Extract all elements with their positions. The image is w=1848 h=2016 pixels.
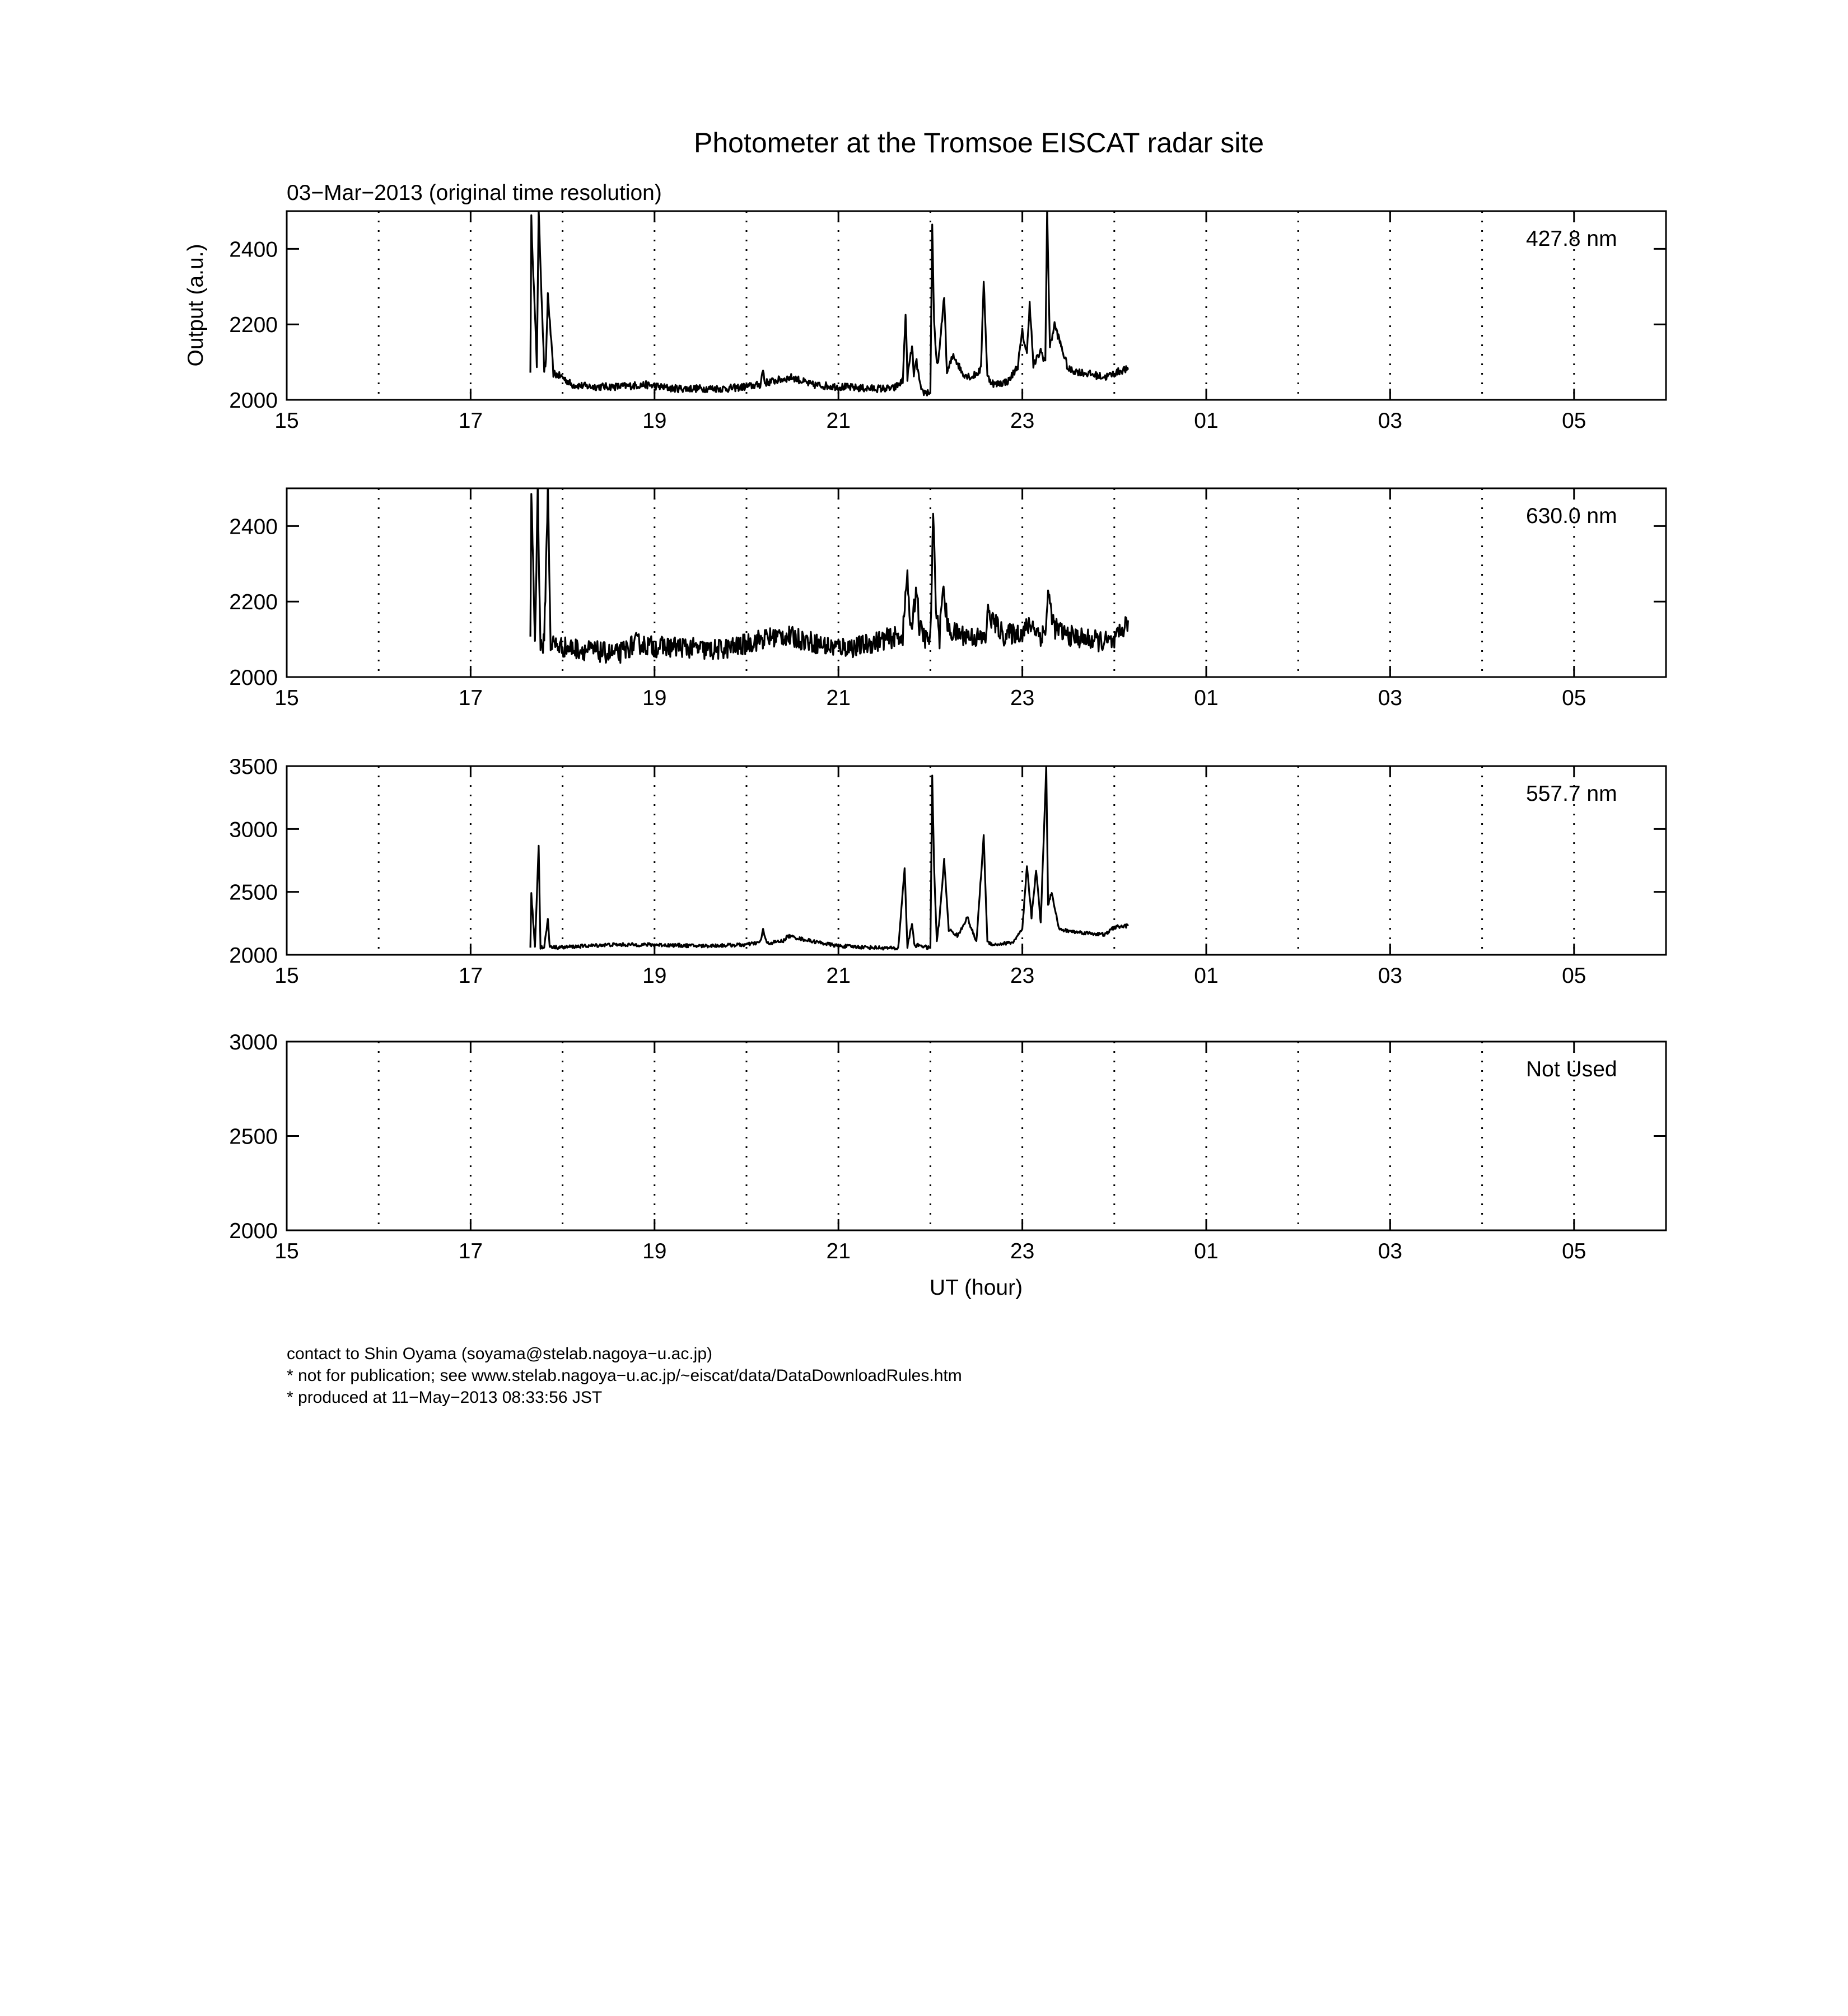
- x-tick-label: 21: [826, 964, 851, 988]
- panel-3: [229, 755, 1666, 988]
- x-tick-label: 21: [826, 409, 851, 433]
- y-tick-label: 2500: [229, 880, 278, 905]
- x-tick-label: 17: [458, 409, 483, 433]
- x-tick-label: 01: [1194, 964, 1219, 988]
- figure-subtitle: 03−Mar−2013 (original time resolution): [287, 181, 662, 205]
- x-tick-label: 15: [274, 1239, 299, 1263]
- series-line-1: [530, 208, 1128, 395]
- x-tick-label: 03: [1378, 964, 1403, 988]
- x-tick-label: 19: [642, 686, 667, 710]
- figure-title: Photometer at the Tromsoe EISCAT radar site: [693, 127, 1264, 158]
- panel-label: Not Used: [1526, 1057, 1617, 1081]
- y-tick-label: 2000: [229, 666, 278, 690]
- x-tick-label: 03: [1378, 686, 1403, 710]
- footer-rules: * not for publication; see www.stelab.nagoya−u.ac.jp/~eiscat/data/DataDownloadRules.htm: [287, 1366, 962, 1385]
- y-tick-label: 2200: [229, 590, 278, 615]
- x-tick-label: 17: [458, 686, 483, 710]
- x-tick-label: 05: [1562, 409, 1586, 433]
- x-tick-label: 21: [826, 1239, 851, 1263]
- x-tick-label: 01: [1194, 1239, 1219, 1263]
- footer-notes: [287, 1343, 962, 1408]
- x-tick-label: 19: [642, 1239, 667, 1263]
- x-tick-label: 01: [1194, 409, 1219, 433]
- y-tick-label: 2400: [229, 237, 278, 262]
- x-tick-label: 17: [458, 964, 483, 988]
- y-tick-label: 2400: [229, 515, 278, 539]
- panel-label: 630.0 nm: [1526, 504, 1617, 528]
- y-tick-label: 2000: [229, 389, 278, 413]
- panel-2: [229, 482, 1666, 710]
- y-tick-label: 2000: [229, 944, 278, 968]
- panel-label: 557.7 nm: [1526, 782, 1617, 806]
- x-tick-label: 01: [1194, 686, 1219, 710]
- panel-label: 427.8 nm: [1526, 227, 1617, 251]
- x-tick-label: 23: [1010, 409, 1035, 433]
- x-tick-label: 03: [1378, 409, 1403, 433]
- x-tick-label: 23: [1010, 1239, 1035, 1263]
- x-tick-label: 23: [1010, 964, 1035, 988]
- plot-frame: [287, 488, 1666, 677]
- y-tick-label: 3000: [229, 818, 278, 842]
- x-tick-label: 03: [1378, 1239, 1403, 1263]
- x-tick-label: 15: [274, 409, 299, 433]
- y-tick-label: 3000: [229, 1030, 278, 1054]
- x-tick-label: 17: [458, 1239, 483, 1263]
- panels-group: [229, 208, 1666, 1263]
- series-line-1: [530, 482, 1128, 663]
- x-tick-label: 19: [642, 964, 667, 988]
- x-tick-label: 21: [826, 686, 851, 710]
- x-tick-label: 15: [274, 686, 299, 710]
- x-tick-label: 15: [274, 964, 299, 988]
- footer-contact: contact to Shin Oyama (soyama@stelab.nagoya−u.ac.jp): [287, 1345, 713, 1363]
- x-tick-label: 05: [1562, 686, 1586, 710]
- series-line-1: [530, 764, 1128, 950]
- x-tick-label: 23: [1010, 686, 1035, 710]
- y-tick-label: 3500: [229, 755, 278, 779]
- x-tick-label: 19: [642, 409, 667, 433]
- x-tick-label: 05: [1562, 964, 1586, 988]
- x-axis-label: UT (hour): [929, 1276, 1023, 1300]
- plot-frame: [287, 766, 1666, 955]
- plot-frame: [287, 1042, 1666, 1230]
- y-tick-label: 2200: [229, 313, 278, 338]
- panel-4: [229, 1030, 1666, 1263]
- y-tick-label: 2500: [229, 1124, 278, 1149]
- panel-1: [229, 208, 1666, 433]
- footer-produced: * produced at 11−May−2013 08:33:56 JST: [287, 1388, 603, 1407]
- y-axis-label: Output (a.u.): [184, 244, 208, 367]
- plot-frame: [287, 211, 1666, 400]
- x-tick-label: 05: [1562, 1239, 1586, 1263]
- y-tick-label: 2000: [229, 1219, 278, 1243]
